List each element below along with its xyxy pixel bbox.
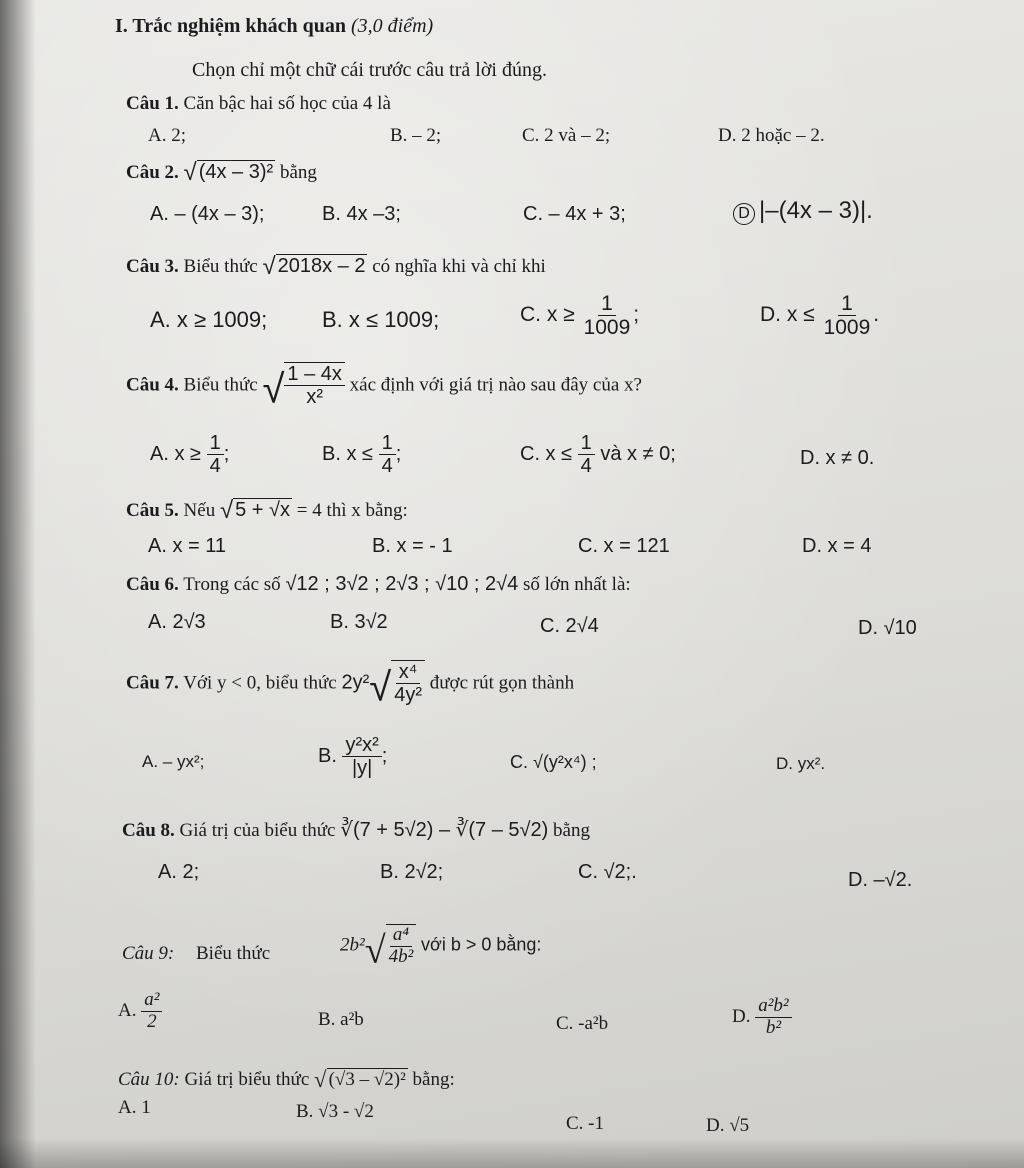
q9-option-a-fraction — [141, 990, 162, 1033]
q4-option-b — [322, 432, 401, 477]
question-1 — [126, 92, 391, 116]
q7-option-b-fraction — [342, 734, 381, 779]
question-5-expr: 5 + √x — [235, 499, 291, 521]
q7-b-tail: ; — [381, 744, 388, 767]
question-2-expr: (4x – 3)² — [198, 161, 274, 183]
q4-option-b-text: B. x ≤ — [322, 442, 373, 465]
q3-option-c — [520, 292, 639, 339]
q9-option-a-text: A. — [118, 999, 137, 1021]
q6-option-d: D. √10 — [858, 617, 917, 639]
q9-option-d-fraction — [755, 996, 791, 1039]
question-7-text-after: được rút gọn thành — [429, 672, 575, 694]
q4-c-num: 1 — [578, 432, 595, 455]
q2-option-c: C. – 4x + 3; — [523, 203, 626, 225]
q2-option-d-text: |–(4x – 3)|. — [759, 197, 873, 224]
q9-option-d — [732, 996, 792, 1039]
q5-option-a: A. x = 11 — [148, 535, 227, 557]
q4-option-d: D. x ≠ 0. — [800, 447, 875, 469]
q4-den: x² — [306, 386, 323, 408]
q1-option-c: C. 2 và – 2; — [522, 125, 611, 146]
q3-option-a: A. x ≥ 1009; — [150, 307, 268, 332]
q3-option-d-text: D. x ≤ — [760, 303, 815, 327]
question-4-text-after: xác định với giá trị nào sau đây của x? — [349, 374, 642, 396]
question-7-radical: √ $\frac{\text{x⁴}}{\text{4y²}}$ — [369, 660, 425, 706]
q2-option-a: A. – (4x – 3); — [150, 203, 265, 225]
q9-a-den: 2 — [147, 1010, 157, 1032]
q9-den: 4b² — [388, 945, 414, 967]
q8-option-c: C. √2;. — [578, 861, 637, 883]
q3-c-tail: ; — [633, 303, 640, 327]
q4-c-tail: và x ≠ 0; — [600, 442, 676, 465]
q3-option-b: B. x ≤ 1009; — [322, 307, 440, 332]
q9-d-num: a²b² — [755, 996, 791, 1018]
q4-a-num: 1 — [207, 432, 224, 455]
q4-a-den: 4 — [209, 455, 221, 477]
question-8-text-before: Giá trị của biểu thức — [179, 820, 336, 841]
question-5 — [126, 498, 408, 523]
question-9-text-before: Biểu thức — [196, 943, 271, 964]
question-9-expression — [340, 924, 542, 972]
question-8-label: Câu 8. — [122, 820, 175, 841]
question-7 — [126, 660, 575, 710]
question-5-text-before: Nếu — [183, 500, 216, 521]
q3-option-d-fraction — [821, 292, 874, 339]
q4-b-tail: ; — [395, 442, 402, 465]
q3-c-den: 1009 — [583, 316, 631, 340]
q7-den: 4y² — [394, 684, 422, 706]
question-8-expr: ∛(7 + 5√2) – ∛(7 – 5√2) — [340, 819, 549, 841]
question-10-text-after: bằng: — [412, 1069, 455, 1090]
q6-option-b: B. 3√2 — [330, 611, 388, 633]
q10-option-b: B. √3 - √2 — [296, 1101, 374, 1122]
q3-d-tail: . — [873, 303, 880, 327]
q7-b-num: y²x² — [342, 734, 381, 757]
q9-a-num: a² — [141, 990, 162, 1012]
q7-option-b — [318, 734, 387, 779]
q4-c-den: 4 — [580, 455, 592, 477]
section-points: (3,0 điểm) — [351, 15, 434, 37]
question-3 — [126, 254, 546, 279]
question-9-prefix: 2b² — [340, 934, 365, 956]
question-4-radical: √ $\frac{1 - 4x}{\text{x²}}$ — [262, 362, 344, 408]
question-1-label: Câu 1. — [126, 93, 179, 114]
question-7-prefix: 2y² — [341, 671, 370, 694]
question-8 — [122, 818, 590, 843]
question-5-text-after: = 4 thì x bằng: — [296, 500, 408, 521]
instruction: Chọn chỉ một chữ cái trước câu trả lời đúng. — [192, 59, 547, 81]
q8-option-d: D. –√2. — [848, 869, 913, 891]
q7-option-b-text: B. — [318, 744, 337, 767]
q5-option-d: D. x = 4 — [802, 535, 872, 557]
question-10-text-before: Giá trị biểu thức — [184, 1069, 310, 1090]
question-9-radical: √ $\frac{\text{a⁴}}{\text{4b²}}$ — [365, 924, 417, 968]
q3-option-c-fraction — [581, 292, 634, 339]
question-6-text-before: Trong các số — [183, 574, 281, 595]
question-9-text-after: với b > 0 bằng: — [421, 934, 542, 955]
question-7-text-before: Với y < 0, biểu thức — [183, 672, 337, 694]
q3-c-num: 1 — [598, 292, 616, 316]
q6-option-a: A. 2√3 — [148, 611, 206, 633]
question-2-label: Câu 2. — [126, 162, 179, 183]
q3-option-c-text: C. x ≥ — [520, 303, 575, 327]
q4-b-num: 1 — [379, 432, 396, 455]
question-5-radical: √ 5 + √x — [219, 497, 291, 524]
q4-option-c-text: C. x ≤ — [520, 442, 573, 465]
question-10 — [118, 1068, 455, 1092]
page-edge-shadow — [0, 0, 36, 1168]
question-5-label: Câu 5. — [126, 500, 179, 521]
q4-option-a — [150, 432, 229, 477]
question-3-text-before: Biểu thức — [183, 256, 258, 277]
question-7-label: Câu 7. — [126, 672, 179, 694]
question-4-text-before: Biểu thức — [183, 374, 258, 396]
q1-option-a: A. 2; — [148, 125, 186, 146]
q3-d-den: 1009 — [823, 316, 871, 340]
q7-option-a: A. – yx²; — [142, 752, 205, 771]
q9-d-den: b² — [765, 1016, 782, 1038]
question-6 — [126, 572, 631, 597]
q10-option-a: A. 1 — [118, 1097, 151, 1118]
page-bottom-shadow — [0, 1138, 1024, 1168]
q7-num: x⁴ — [396, 661, 421, 684]
q7-option-d: D. yx². — [776, 754, 826, 773]
q9-option-b: B. a²b — [318, 1009, 364, 1030]
question-8-text-after: bằng — [553, 820, 590, 841]
question-3-label: Câu 3. — [126, 256, 179, 277]
question-4 — [126, 362, 642, 412]
question-10-radical: √ (√3 – √2)² — [314, 1067, 406, 1092]
q3-d-num: 1 — [838, 292, 856, 316]
question-2-radical: √ (4x – 3)² — [183, 159, 274, 186]
question-3-expr: 2018x – 2 — [277, 255, 366, 277]
q1-option-d: D. 2 hoặc – 2. — [718, 125, 825, 146]
question-3-text-after: có nghĩa khi và chỉ khi — [372, 256, 546, 277]
q4-option-c-fraction — [578, 432, 595, 477]
question-1-text: Căn bậc hai số học của 4 là — [183, 93, 391, 114]
question-2-text: bằng — [279, 162, 317, 183]
section-title-text: I. Trắc nghiệm khách quan — [115, 15, 346, 37]
q9-option-d-text: D. — [732, 1005, 751, 1027]
q9-option-c: C. -a²b — [556, 1013, 609, 1034]
q9-option-a — [118, 990, 162, 1033]
question-9-label: Câu 9: — [122, 943, 175, 964]
q5-option-c: C. x = 121 — [578, 535, 670, 557]
q10-option-c: C. -1 — [566, 1113, 604, 1134]
q4-num: 1 – 4x — [284, 363, 344, 386]
question-4-label: Câu 4. — [126, 374, 179, 396]
q4-option-c — [520, 432, 676, 477]
question-6-label: Câu 6. — [126, 574, 179, 595]
q4-option-a-fraction — [207, 432, 224, 477]
answer-circle-mark: D — [733, 203, 755, 225]
q3-option-d — [760, 292, 879, 339]
question-6-text-after: số lớn nhất là: — [522, 574, 631, 595]
q4-b-den: 4 — [381, 455, 393, 477]
q2-option-d — [733, 199, 873, 225]
question-6-numbers: √12 ; 3√2 ; 2√3 ; √10 ; 2√4 — [285, 573, 519, 595]
q4-option-b-fraction — [379, 432, 396, 477]
question-3-radical: √ 2018x – 2 — [262, 253, 366, 280]
q9-num: a⁴ — [390, 925, 412, 947]
q5-option-b: B. x = - 1 — [372, 535, 453, 557]
q7-b-den: |y| — [351, 757, 373, 779]
q4-option-a-text: A. x ≥ — [150, 442, 201, 465]
question-2 — [126, 160, 317, 185]
question-10-label: Câu 10: — [118, 1069, 180, 1090]
section-title — [115, 14, 433, 38]
q7-option-c: C. √(y²x⁴) ; — [510, 752, 597, 772]
q6-option-c: C. 2√4 — [540, 615, 599, 637]
q10-option-d: D. √5 — [706, 1115, 750, 1136]
q8-option-a: A. 2; — [158, 861, 200, 883]
q8-option-b: B. 2√2; — [380, 861, 444, 883]
q2-option-b: B. 4x –3; — [322, 203, 401, 225]
q1-option-b: B. – 2; — [390, 125, 442, 146]
question-10-expr: (√3 – √2)² — [328, 1069, 406, 1090]
q4-a-tail: ; — [223, 442, 230, 465]
